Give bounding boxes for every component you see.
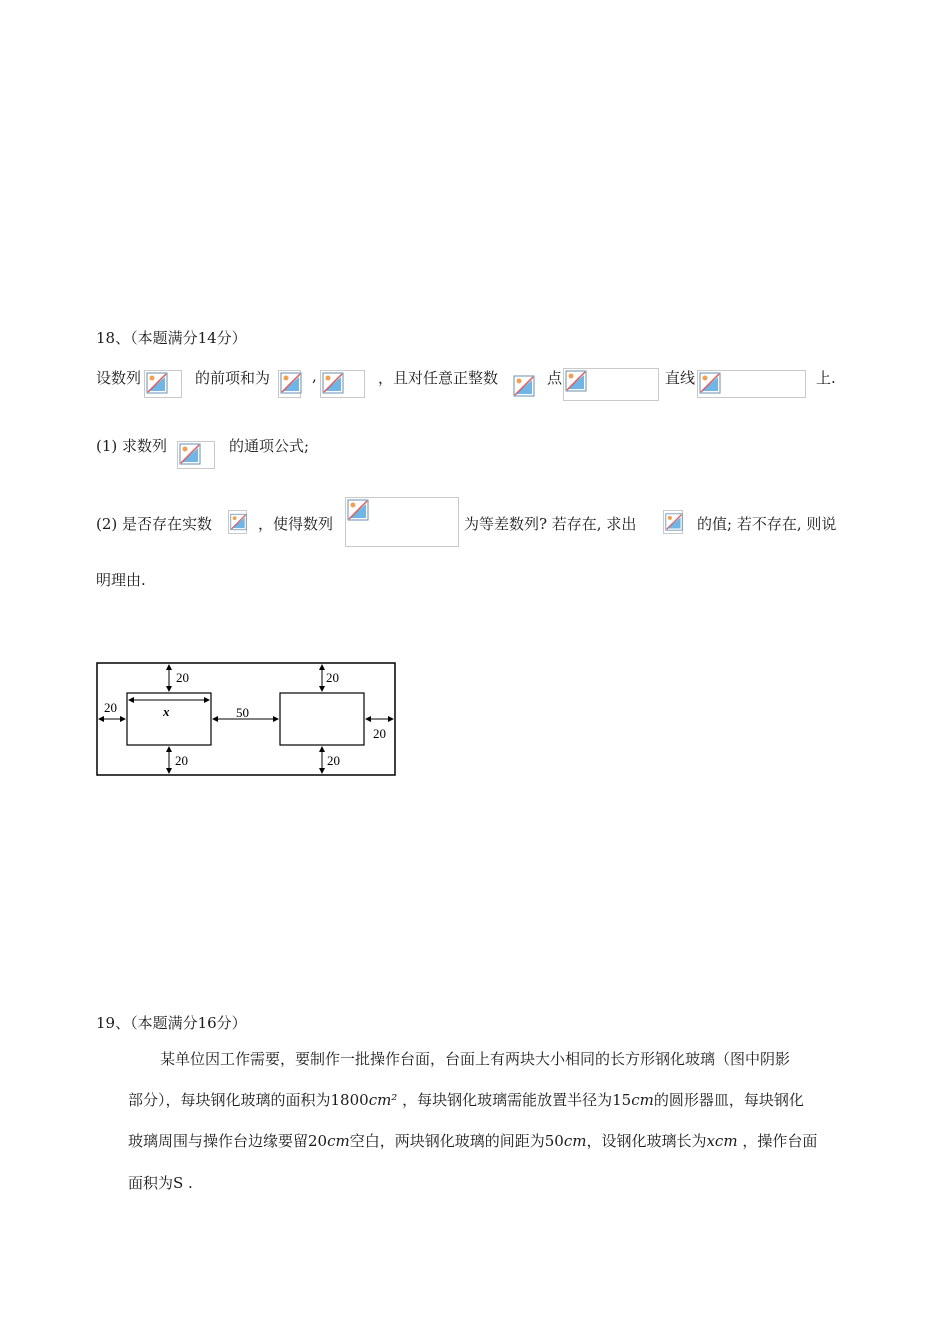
broken-image-icon	[320, 370, 365, 398]
q19-header: 19、（本题满分16分）	[96, 1014, 247, 1032]
broken-image-icon	[563, 368, 659, 401]
q19-line2	[128, 1089, 804, 1110]
label-left-margin: 20	[104, 700, 117, 715]
broken-image-icon	[144, 370, 182, 398]
q19-line3	[128, 1130, 817, 1151]
broken-image-icon	[278, 370, 301, 398]
q18-part2-text: ，使得数列	[258, 515, 334, 533]
q19-line4: 面积为S .	[128, 1174, 193, 1192]
broken-image-icon	[345, 497, 459, 547]
broken-image-icon	[697, 370, 806, 398]
label-top-right: 20	[326, 670, 339, 685]
q18-text: 直线	[665, 369, 696, 387]
q18-part1-text: 的通项公式;	[229, 437, 310, 455]
q18-text: ,	[312, 367, 317, 385]
broken-image-icon	[177, 441, 215, 469]
label-bottom-right: 20	[327, 753, 340, 768]
glass-right	[280, 693, 364, 745]
q18-part1-text: (1) 求数列	[96, 437, 168, 455]
q18-part2-text: 明理由.	[96, 571, 146, 589]
unit-text: cm	[563, 1132, 587, 1150]
unit-text: cm	[327, 1132, 350, 1150]
q19-text: ，操作台面	[737, 1132, 818, 1150]
worktable-diagram	[96, 662, 398, 778]
q18-text: ，且对任意正整数	[378, 369, 499, 387]
q19-text: ，设钢化玻璃长为	[586, 1132, 707, 1150]
variable-text: xcm	[706, 1132, 738, 1150]
q19-text: ，每块钢化玻璃需能放置半径为15	[397, 1091, 632, 1109]
q18-text: 点	[547, 369, 563, 387]
broken-image-icon	[512, 374, 535, 396]
q19-text: 玻璃周围与操作台边缘要留20	[128, 1132, 328, 1150]
label-x: x	[163, 704, 170, 719]
glass-left	[127, 693, 211, 745]
label-bottom-left: 20	[175, 753, 188, 768]
q19-text: 部分），每块钢化玻璃的面积为1800	[128, 1091, 369, 1109]
label-gap: 50	[236, 705, 249, 720]
q18-text: 设数列	[96, 369, 142, 387]
q19-text: 空白，两块钢化玻璃的间距为50	[349, 1132, 564, 1150]
q18-text: 的前项和为	[195, 369, 271, 387]
q18-part2-text: (2) 是否存在实数	[96, 515, 213, 533]
q19-line1: 某单位因工作需要，要制作一批操作台面，台面上有两块大小相同的长方形钢化玻璃（图中阴影	[160, 1050, 791, 1068]
q19-text: 的圆形器皿，每块钢化	[653, 1091, 804, 1109]
unit-text: cm	[631, 1091, 654, 1109]
q18-header: 18、（本题满分14分）	[96, 329, 247, 347]
unit-text: cm²	[368, 1091, 398, 1109]
label-top-left: 20	[176, 670, 189, 685]
broken-image-icon	[228, 510, 247, 534]
q18-part2-text: 的值; 若不存在, 则说	[697, 515, 837, 533]
label-right-margin: 20	[373, 726, 386, 741]
q18-part2-text: 为等差数列? 若存在, 求出	[464, 515, 637, 533]
q18-text: 上.	[816, 369, 836, 387]
broken-image-icon	[663, 510, 683, 534]
